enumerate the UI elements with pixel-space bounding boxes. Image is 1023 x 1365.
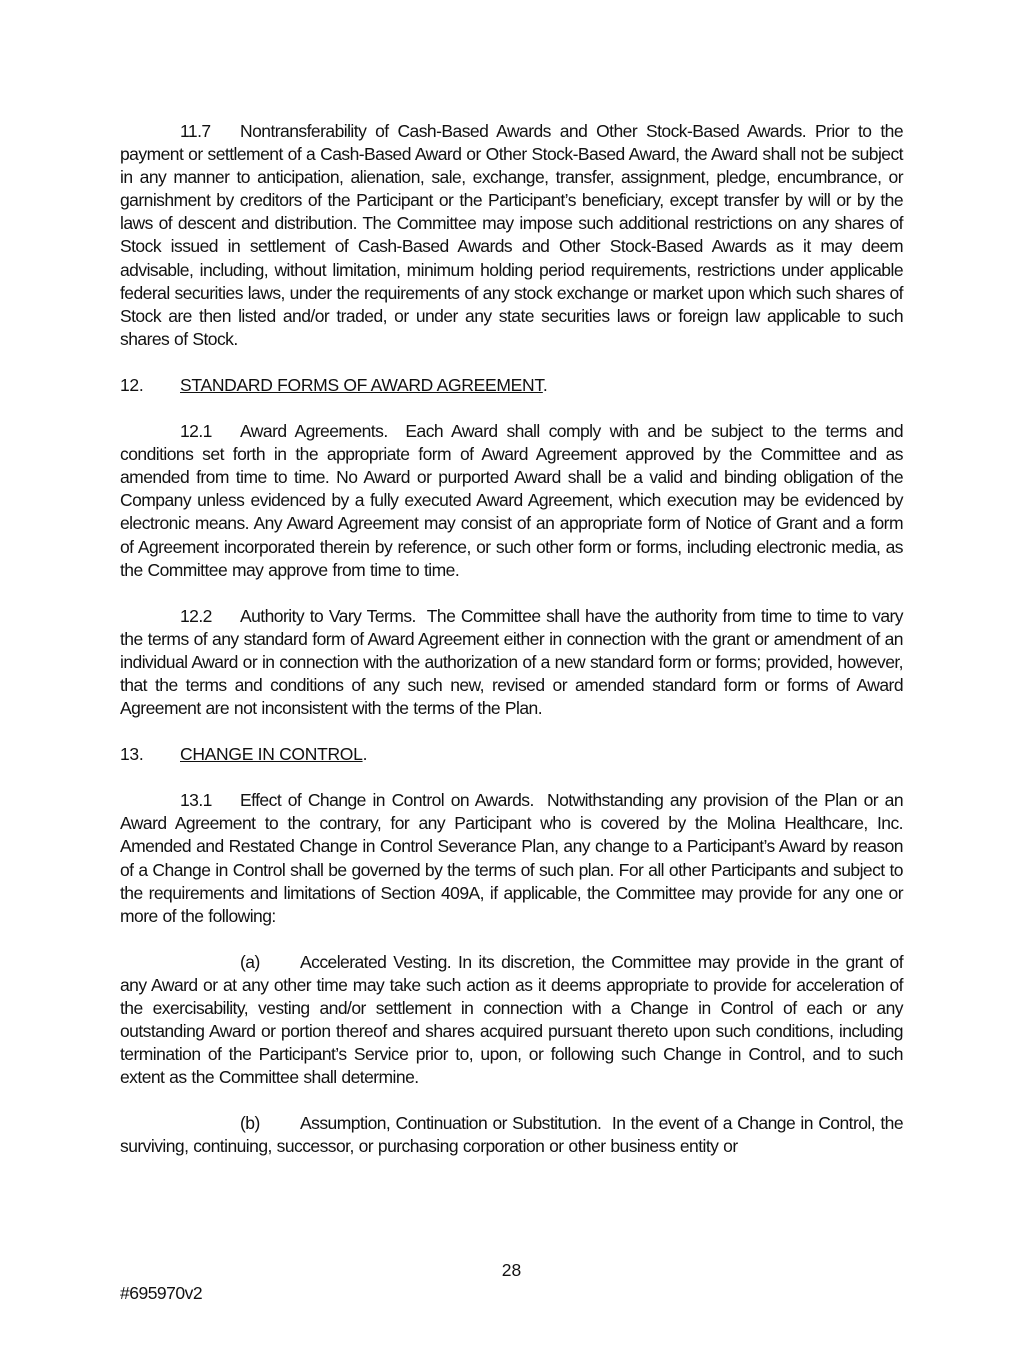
- section-number: 13.1: [180, 790, 212, 811]
- clause-body: In its discretion, the Committee may provide in the grant of any Award or at any other time may take such action as it deems appropriate to provide for acceleration of the exercisability, vesting and/or settlement in connection with a Change in Control of each or any outstanding Award or portion thereof and shares acquired pursuant thereto upon such conditions, including termination of the Participant’s Service prior to, upon, or following such Change in Control, and to such extent as the Committee shall determine.: [120, 951, 904, 1088]
- heading-number: 13.: [120, 744, 144, 765]
- section-number: 11.7: [180, 121, 211, 141]
- heading-period: .: [362, 744, 368, 765]
- section-title: Award Agreements.: [240, 421, 388, 442]
- section-number: 12.1: [180, 421, 212, 442]
- section-body: Each Award shall comply with and be subject to the terms and conditions set forth in the appropriate form of Award Agreement approved by the Committee and as amended from time to time. No Award or purported Award shall be a valid and binding obligation of the Company unless evidenced by a fully executed Award Agreement, which execution may be evidenced by electronic means. Any Award Agreement may consist of an appropriate form of Notice of Grant and a form of Agreement incorporated therein by reference, or such other form or forms, including electronic media, as the Committee may approve from time to time.: [120, 421, 903, 580]
- page-number: 28: [501, 1260, 522, 1280]
- clause-13-1-a: [120, 951, 903, 1090]
- section-title: Authority to Vary Terms.: [240, 605, 416, 626]
- document-id: #695970v2: [120, 1283, 203, 1303]
- clause-number: (b): [240, 1113, 260, 1134]
- heading-12: [120, 374, 903, 397]
- clause-13-1-b: [120, 1112, 903, 1158]
- section-11-7: [120, 120, 903, 351]
- heading-period: .: [542, 374, 548, 395]
- section-number: 12.2: [180, 605, 212, 626]
- clause-title: Assumption, Continuation or Substitution.: [300, 1113, 602, 1134]
- section-body: Prior to the payment or settlement of a Cash-Based Award or Other Stock-Based Award, the Award shall not be subject in any manner to anticipation, alienation, sale, exchange, transfer, assignment, pledge, encumbrance, or garnishment by creditors of the Participant or the Participant’s beneficiary, except transfer by will or by the laws of descent and distribution. The Committee may impose such additional restrictions on any shares of Stock issued in settlement of Cash-Based Awards and Other Stock-Based Awards as it may deem advisable, including, without limitation, minimum holding period requirements, restrictions under applicable federal securities laws, under the requirements of any stock exchange or market upon which such shares of Stock are then listed and/or traded, or under any state securities laws or foreign law applicable to such shares of Stock.: [120, 121, 904, 349]
- heading-title: CHANGE IN CONTROL: [180, 744, 363, 765]
- heading-title: STANDARD FORMS OF AWARD AGREEMENT: [180, 374, 543, 395]
- section-title: Nontransferability of Cash-Based Awards and Other Stock-Based Awards.: [240, 121, 807, 141]
- section-13-1: [120, 789, 903, 928]
- heading-13: [120, 743, 903, 766]
- section-body: Notwithstanding any provision of the Plan or an Award Agreement to the contrary, for any Participant who is covered by the Molina Healthcare, Inc. Amended and Restated Change in Control Severance Plan, any change to a Participant’s Award by reason of a Change in Control shall be governed by the terms of such plan. For all other Participants and subject to the requirements and limitations of Section 409A, if applicable, the Committee may provide for any one or more of the following:: [120, 790, 903, 926]
- clause-body: In the event of a Change in Control, the surviving, continuing, successor, or purchasing corporation or other business entity or: [120, 1113, 904, 1157]
- section-body: The Committee shall have the authority from time to time to vary the terms of any standard form of Award Agreement either in connection with the grant or amendment of an individual Award or in connection with the authorization of a new standard form or forms; provided, however, that the terms and conditions of any such new, revised or amended standard form or forms of Award Agreement are not inconsistent with the terms of the Plan.: [120, 605, 903, 719]
- section-title: Effect of Change in Control on Awards.: [240, 790, 534, 811]
- section-12-1: [120, 420, 903, 582]
- section-12-2: [120, 605, 903, 720]
- document-page: [120, 120, 903, 1182]
- heading-number: 12.: [120, 374, 144, 395]
- clause-number: (a): [240, 951, 260, 972]
- clause-title: Accelerated Vesting.: [300, 951, 452, 972]
